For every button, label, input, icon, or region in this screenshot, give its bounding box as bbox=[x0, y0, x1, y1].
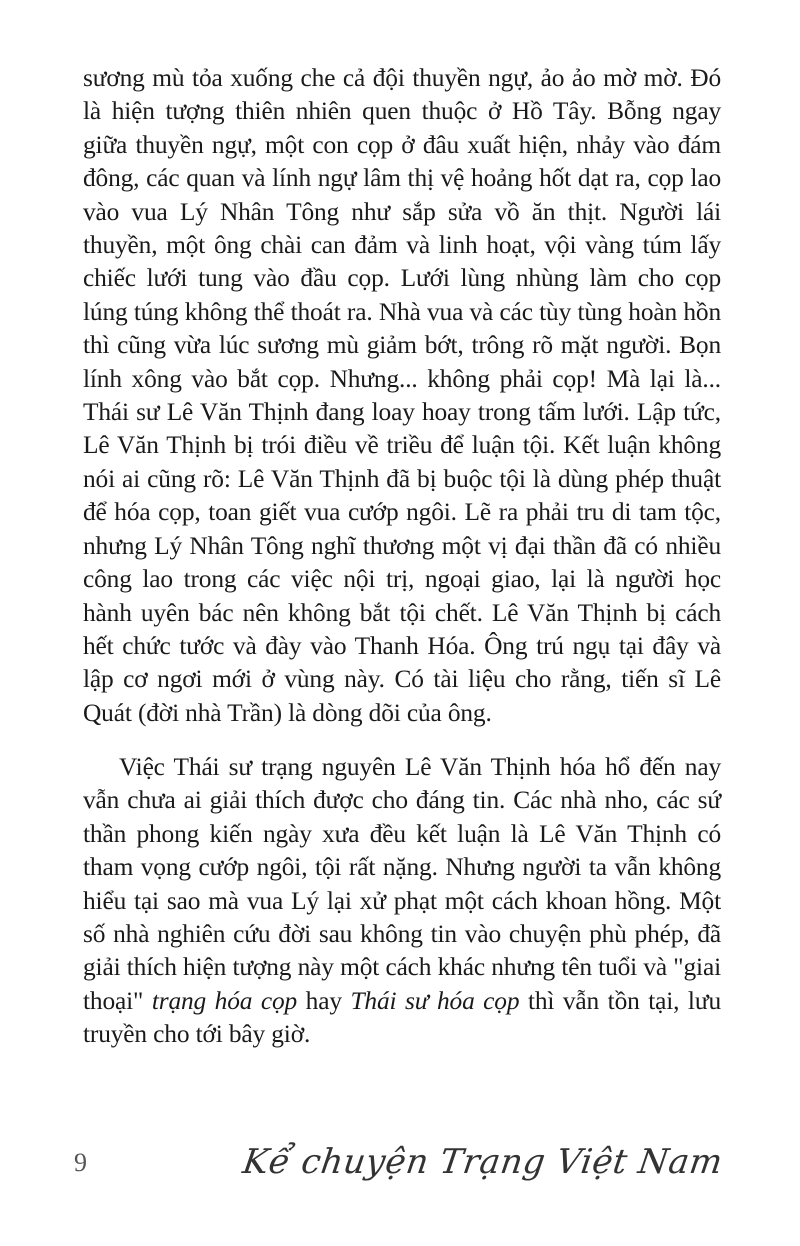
paragraph-2-italic-phrase-1: trạng hóa cọp bbox=[151, 986, 298, 1015]
body-paragraph-2 bbox=[83, 751, 721, 1052]
paragraph-2-text-part-2: hay bbox=[297, 986, 351, 1015]
paragraph-2-text-part-3: thì vẫn tồn tại, lưu truyền cho tới bây giờ. bbox=[83, 986, 721, 1049]
paragraph-2-text-part-1: Việc Thái sư trạng nguyên Lê Văn Thịnh hóa hổ đến nay vẫn chưa ai giải thích được cho đáng tin. Các nhà nho, các sứ thần phong kiến ngày xưa đều kết luận là Lê Văn Thịnh có tham vọng cướp ngôi, tội rất nặng. Nhưng người ta vẫn không hiểu tại sao mà vua Lý lại xử phạt một cách khoan hồng. Một số nhà nghiên cứu đời sau không tin vào chuyện phù phép, đã giải thích hiện tượng này một cách khác nhưng tên tuổi và "giai thoại" bbox=[83, 753, 721, 1015]
running-footer-book-title: Kể chuyện Trạng Việt Nam bbox=[239, 1142, 725, 1182]
body-paragraph-1: sương mù tỏa xuống che cả đội thuyền ngự, ảo ảo mờ mờ. Đó là hiện tượng thiên nhiên quen thuộc ở Hồ Tây. Bỗng ngay giữa thuyền ngự, một con cọp ở đâu xuất hiện, nhảy vào đám đông, các quan và lính ngự lâm thị vệ hoảng hốt dạt ra, cọp lao vào vua Lý Nhân Tông như sắp sửa vồ ăn thịt. Người lái thuyền, một ông chài can đảm và linh hoạt, vội vàng túm lấy chiếc lưới tung vào đầu cọp. Lưới lùng nhùng làm cho cọp lúng túng không thể thoát ra. Nhà vua và các tùy tùng hoàn hồn thì cũng vừa lúc sương mù giảm bớt, trông rõ mặt người. Bọn lính xông vào bắt cọp. Nhưng... không phải cọp! Mà lại là... Thái sư Lê Văn Thịnh đang loay hoay trong tấm lưới. Lập tức, Lê Văn Thịnh bị trói điều về triều để luận tội. Kết luận không nói ai cũng rõ: Lê Văn Thịnh đã bị buộc tội là dùng phép thuật để hóa cọp, toan giết vua cướp ngôi. Lẽ ra phải tru di tam tộc, nhưng Lý Nhân Tông nghĩ thương một vị đại thần đã có nhiều công lao trong các việc nội trị, ngoại giao, lại là người học hành uyên bác nên không bắt tội chết. Lê Văn Thịnh bị cách hết chức tước và đày vào Thanh Hóa. Ông trú ngụ tại đây và lập cơ ngơi mới ở vùng này. Có tài liệu cho rằng, tiến sĩ Lê Quát (đời nhà Trần) là dòng dõi của ông. bbox=[83, 64, 721, 727]
page-number: 9 bbox=[74, 1148, 87, 1177]
paragraph-2-italic-phrase-2: Thái sư hóa cọp bbox=[350, 986, 520, 1015]
